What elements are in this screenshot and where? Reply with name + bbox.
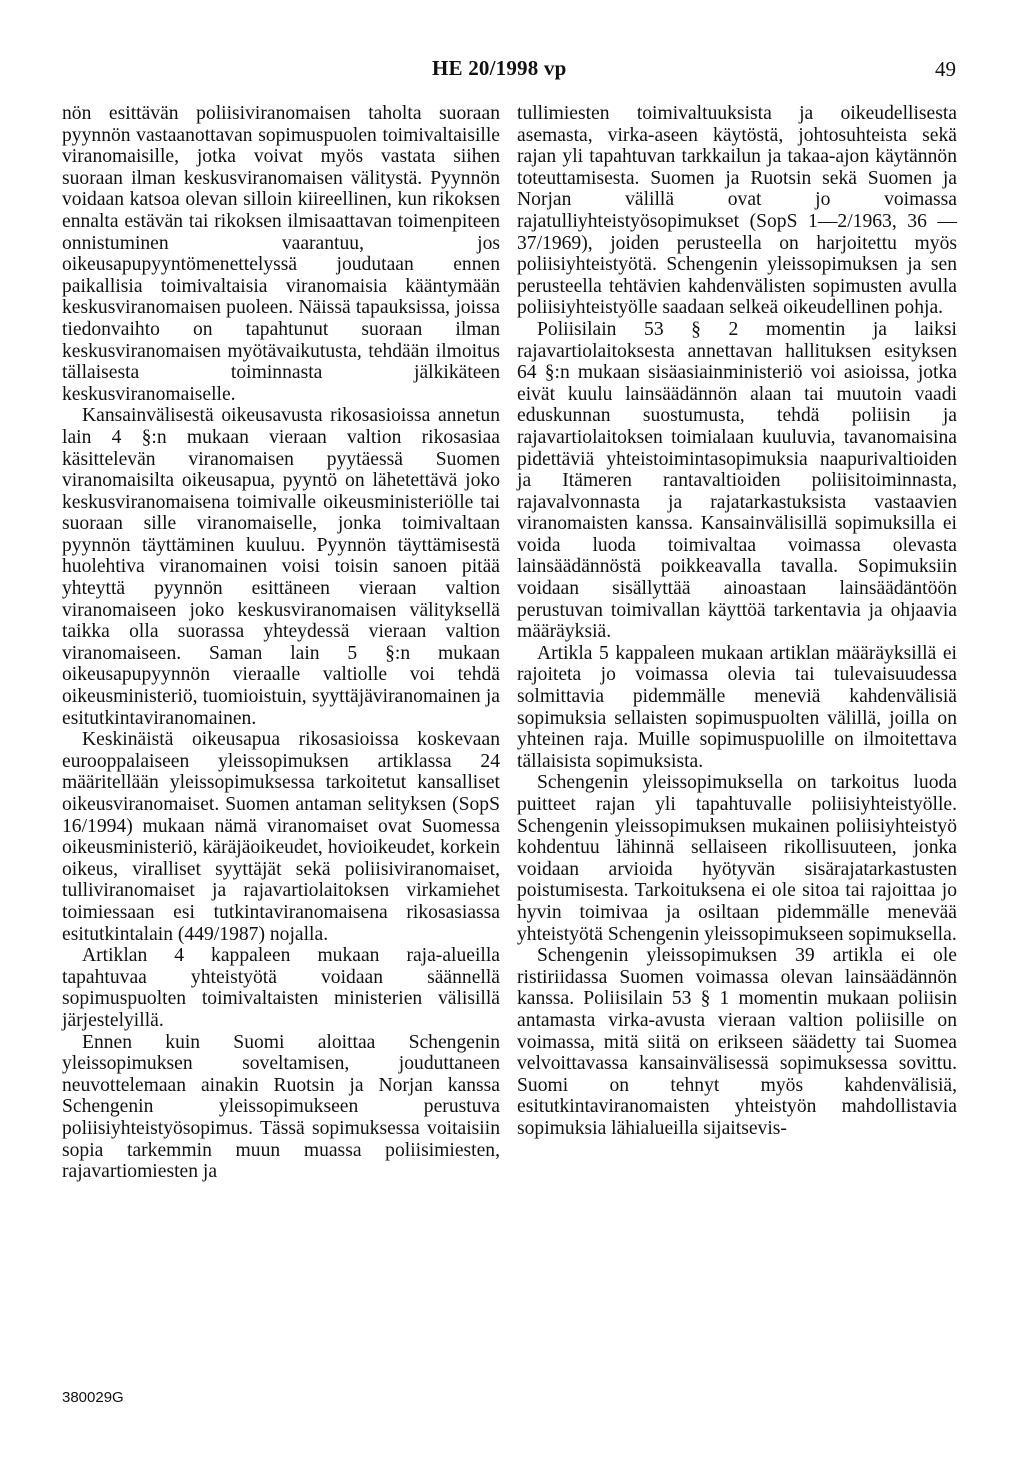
running-head bbox=[0, 56, 1024, 86]
document-id: HE 20/1998 vp bbox=[432, 56, 567, 80]
page-number: 49 bbox=[935, 57, 956, 81]
paragraph: Ennen kuin Suomi aloittaa Schengenin yleissopimuksen soveltamisen, jouduttaneen neuvottelemaan ainakin Ruotsin ja Norjan kanssa Schengenin yleissopimukseen perustuva poliisiyhteistyösopimus. Tässä sopimuksessa voitaisiin sopia tarkemmin muun muassa poliisimiesten, rajavartiomiesten ja bbox=[62, 1031, 500, 1183]
paragraph: tullimiesten toimivaltuuksista ja oikeudellisesta asemasta, virka-aseen käytöstä, johtosuhteista sekä rajan yli tapahtuvan tarkkailun ja takaa-ajon käytännön toteuttamisesta. Suomen ja Ruotsin sekä Suomen ja Norjan välillä ovat jo voimassa rajatulliyhteistyösopimukset (SopS 1—2/1963, 36 — 37/1969), joiden perusteella on harjoitettu myös poliisiyhteistyötä. Schengenin yleissopimuksen ja sen perusteella tehtävien kahdenvälisten sopimusten avulla poliisiyhteistyölle saadaan selkeä oikeudellinen pohja. bbox=[517, 103, 957, 319]
paragraph: nön esittävän poliisiviranomaisen taholta suoraan pyynnön vastaanottavan sopimuspuolen toimivaltaisille viranomaisille, jotka voivat myös vastata siihen suoraan ilman keskusviranomaisen välitystä. Pyynnön voidaan katsoa olevan silloin kiireellinen, kun rikoksen ennalta estävän tai rikoksen ilmisaattavan toimenpiteen onnistuminen vaarantuu, jos oikeusapupyyntömenettelyssä joudutaan ennen paikallisia toimivaltaisia viranomaisia kääntymään keskusviranomaisen puoleen. Näissä tapauksissa, joissa tiedonvaihto on tapahtunut suoraan ilman keskusviranomaisen myötävaikutusta, tehdään ilmoitus tällaisesta toiminnasta jälkikäteen keskusviranomaiselle. bbox=[62, 103, 500, 405]
paragraph: Schengenin yleissopimuksella on tarkoitus luoda puitteet rajan yli tapahtuvalle poliisiyhteistyölle. Schengenin yleissopimuksen mukainen poliisiyhteistyö kohdentuu lähinnä sellaiseen rikollisuuteen, jonka voidaan arvioida hyötyvän sisärajatarkastusten poistumisesta. Tarkoituksena ei ole sitoa tai rajoittaa jo hyvin toimivaa ja osiltaan pidemmälle menevää yhteistyötä Schengenin yleissopimukseen sopimuksella. bbox=[517, 772, 957, 945]
left-column bbox=[62, 103, 500, 1183]
paragraph: Schengenin yleissopimuksen 39 artikla ei ole ristiriidassa Suomen voimassa olevan lainsäädännön kanssa. Poliisilain 53 § 1 momentin mukaan poliisin antamasta virka-avusta vieraan valtion poliisille on voimassa, mitä siitä on erikseen säädetty tai Suomea velvoittavassa kansainvälisessä sopimuksessa sovittu. Suomi on tehnyt myös kahdenvälisiä, esitutkintaviranomaisten yhteistyön mahdollistavia sopimuksia lähialueilla sijaitsevis- bbox=[517, 945, 957, 1139]
paragraph: Artikla 5 kappaleen mukaan artiklan määräyksillä ei rajoiteta jo voimassa olevia tai tulevaisuudessa solmittavia pidemmälle meneviä kahdenvälisiä sopimuksia sellaisten sopimuspuolten välillä, joilla on yhteinen raja. Muille sopimuspuolille on ilmoitettava tällaisista sopimuksista. bbox=[517, 642, 957, 772]
paragraph: Kansainvälisestä oikeusavusta rikosasioissa annetun lain 4 §:n mukaan vieraan valtion rikosasiaa käsittelevän viranomaisen pyytäessä Suomen viranomaisilta oikeusapua, pyyntö on lähetettävä joko keskusviranomaisena toimivalle oikeusministeriölle tai suoraan sille viranomaiselle, jonka toimivaltaan pyynnön täyttäminen kuuluu. Pyynnön täyttämisestä huolehtiva viranomainen voisi toisin sanoen pitää yhteyttä pyynnön esittäneen vieraan valtion viranomaiseen joko keskusviranomaisen välityksellä taikka olla suorassa yhteydessä vieraan valtion viranomaiseen. Saman lain 5 §:n mukaan oikeusapupyynnön vieraalle valtiolle voi tehdä oikeusministeriö, tuomioistuin, syyttäjäviranomainen ja esitutkintaviranomainen. bbox=[62, 405, 500, 729]
right-column bbox=[517, 103, 957, 1140]
paragraph: Poliisilain 53 § 2 momentin ja laiksi rajavartiolaitoksesta annettavan hallituksen esityksen 64 §:n mukaan sisäasiainministeriö voi asioissa, jotka eivät kuulu lainsäädännön alaan tai muutoin vaadi eduskunnan suostumusta, tehdä poliisin ja rajavartiolaitoksen toimialaan kuuluvia, tavanomaisina pidettäviä yhteistoimintasopimuksia naapurivaltioiden ja Itämeren rantavaltioiden poliisitoiminnasta, rajavalvonnasta ja rajatarkastuksista vastaavien viranomaisten kanssa. Kansainvälisillä sopimuksilla ei voida luoda toimivaltaa voimassa olevasta lainsäädännöstä poikkeavalla tavalla. Sopimuksiin voidaan sisällyttää ainoastaan lainsäädäntöön perustuvan toimivallan käyttöä tarkentavia ja ohjaavia määräyksiä. bbox=[517, 318, 957, 643]
paragraph: Keskinäistä oikeusapua rikosasioissa koskevaan eurooppalaiseen yleissopimuksen artiklassa 24 määritellään yleissopimuksessa tarkoitetut kansalliset oikeusviranomaiset. Suomen antaman selityksen (SopS 16/1994) mukaan nämä viranomaiset ovat Suomessa oikeusministeriö, käräjäoikeudet, hovioikeudet, korkein oikeus, viralliset syyttäjät sekä poliisiviranomaiset, tulliviranomaiset ja rajavartiolaitoksen virkamiehet toimiessaan esi tutkintaviranomaisena rikosasiassa esitutkintalain (449/1987) nojalla. bbox=[62, 729, 500, 945]
paragraph: Artiklan 4 kappaleen mukaan raja-alueilla tapahtuvaa yhteistyötä voidaan säännellä sopimuspuolten toimivaltaisten ministerien välisillä järjestelyillä. bbox=[62, 945, 500, 1031]
print-code: 380029G bbox=[62, 1389, 124, 1406]
